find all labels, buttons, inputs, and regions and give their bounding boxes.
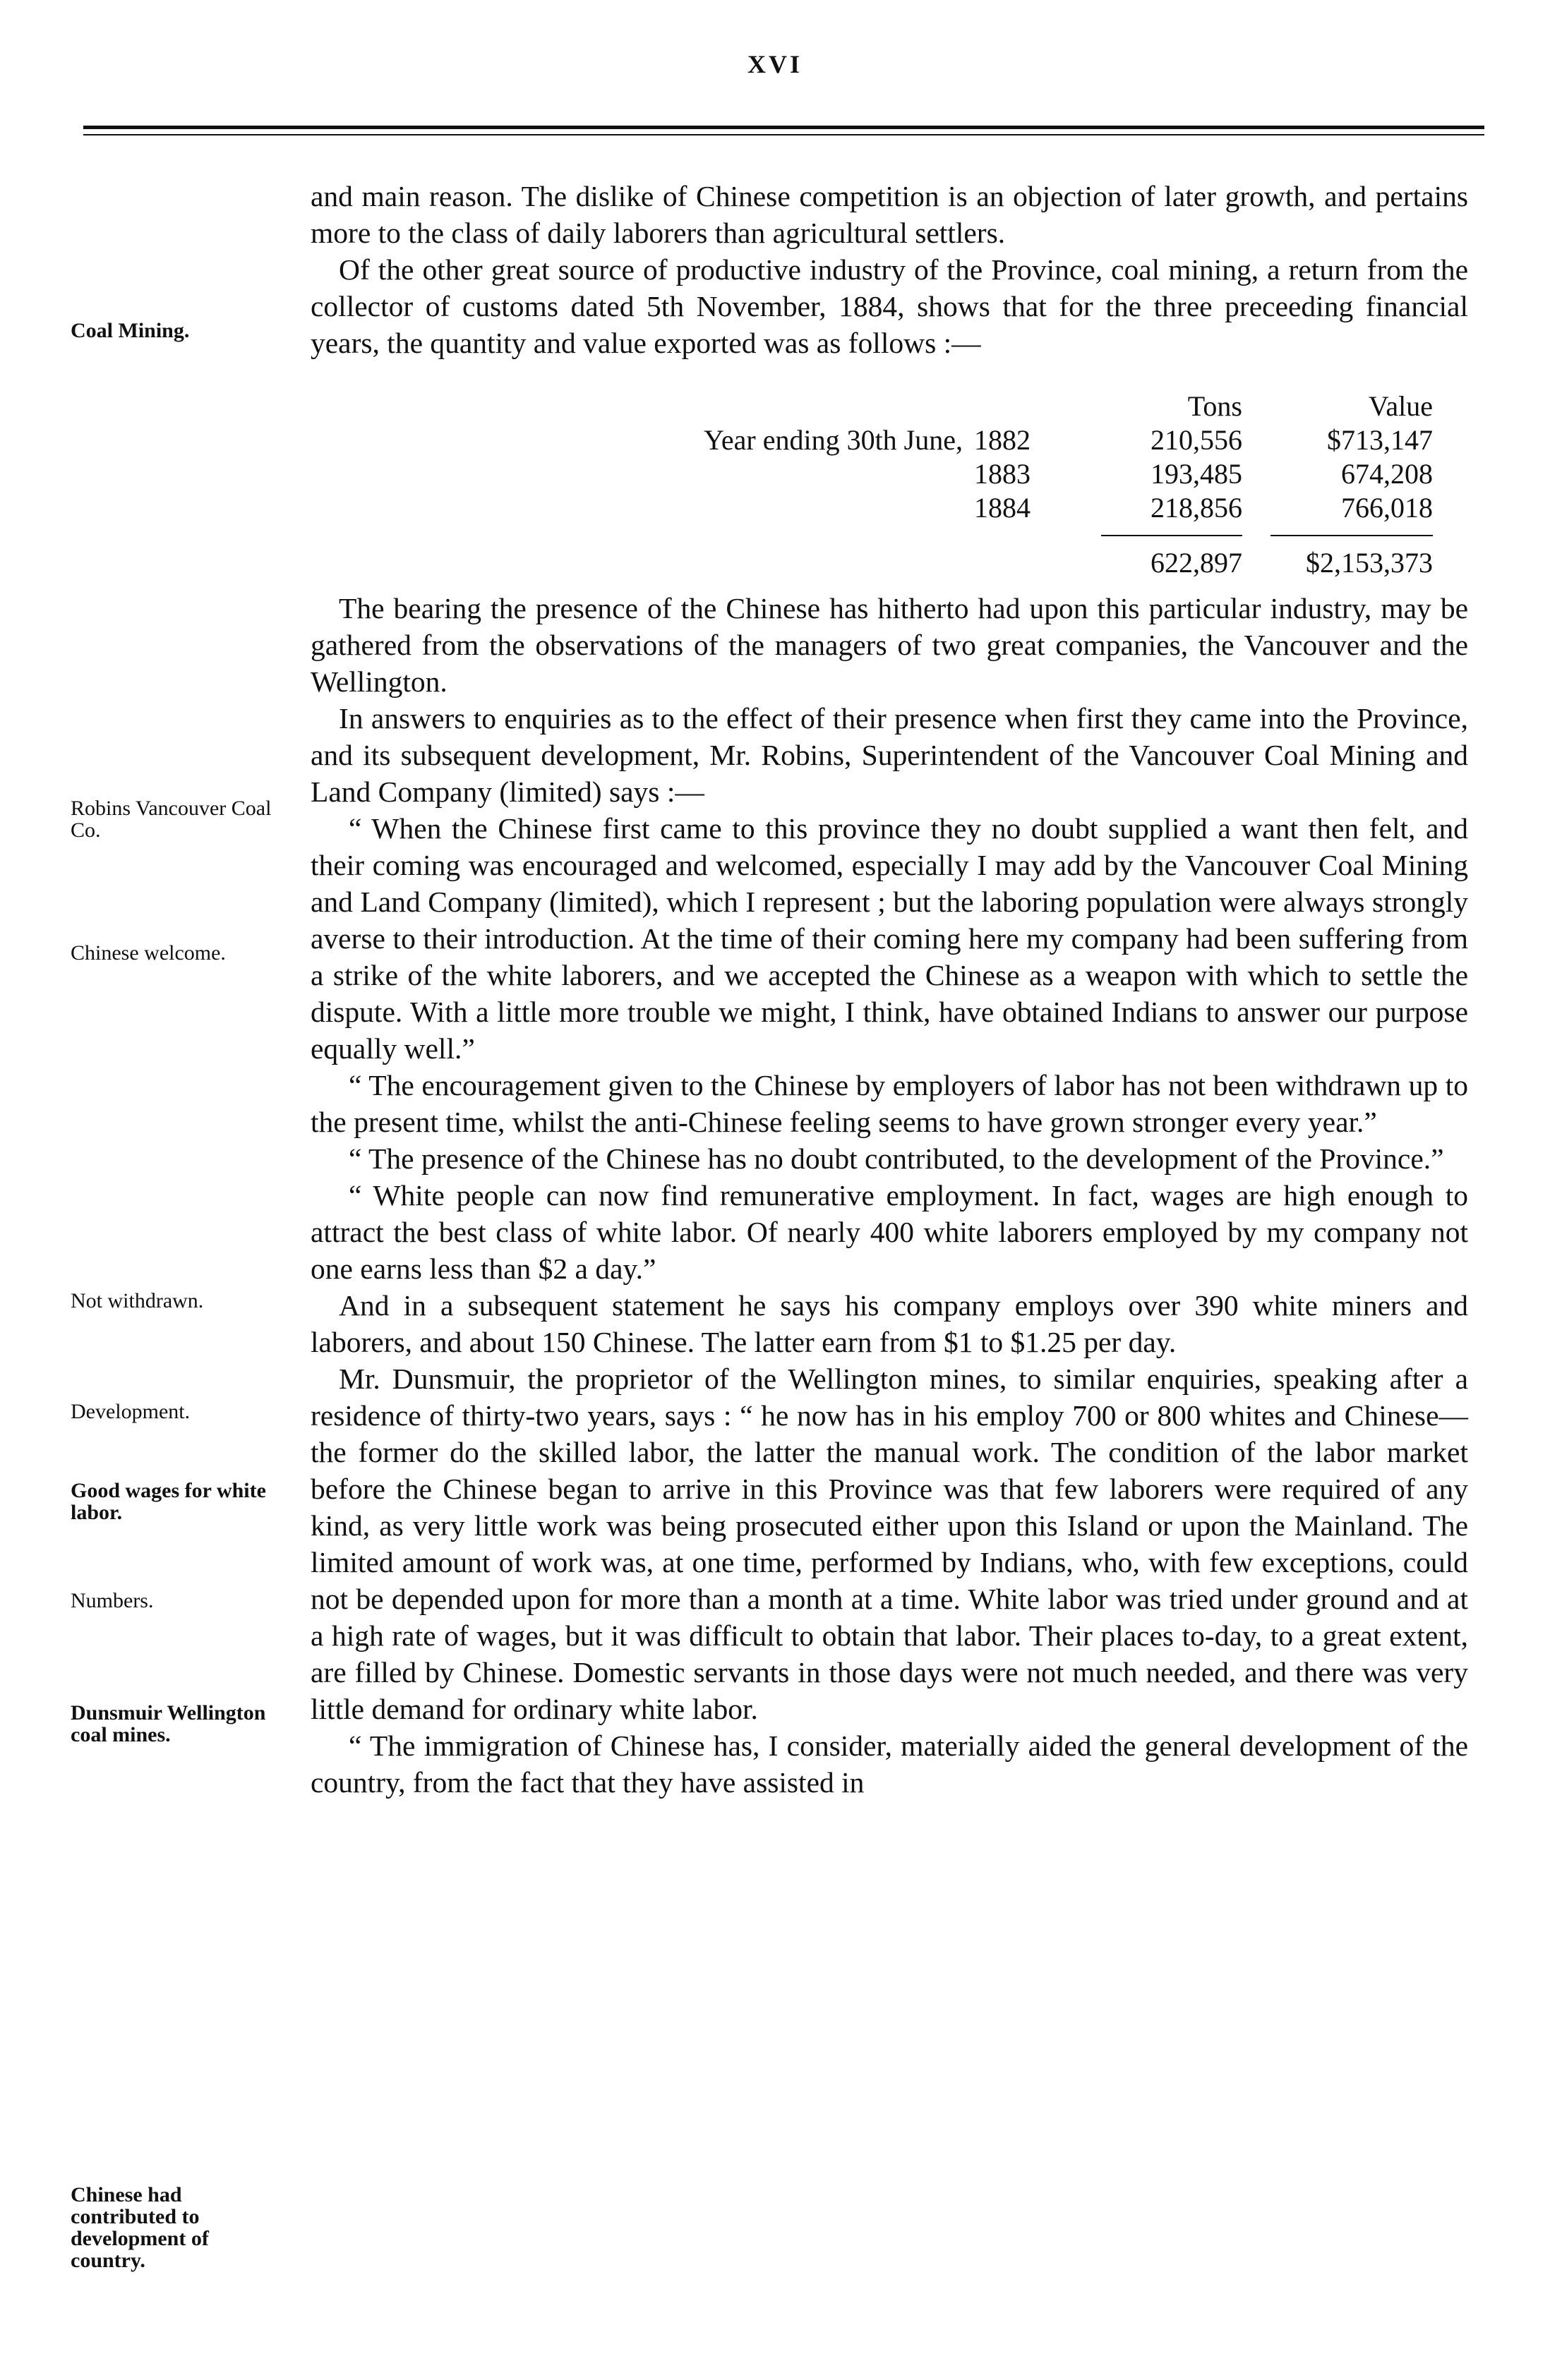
paragraph: In answers to enquiries as to the effect of their presence when first they came into the Province, and its subsequent development, Mr. Robins, Superintendent of the Vancouver Coal Mining and Land Company (limited) says :— [311,702,1468,808]
main-text-column [311,178,1468,1801]
table-row [311,457,1468,491]
tons-cell: 193,485 [1151,458,1242,490]
year-cell: 1882 [974,424,1031,456]
paragraph: and main reason. The dislike of Chinese competition is an objection of later growth, and pertains more to the class of daily laborers than agricultural settlers. [311,180,1468,249]
paragraph: Mr. Dunsmuir, the proprietor of the Wellington mines, to similar enquiries, speaking after a residence of thirty-two years, says : “ he now has in his employ 700 or 800 whites and Chinese—the former do the skilled labor, the latter the manual work. The condition of the labor market before the Chinese began to arrive in this Province was that few laborers were required of any kind, as very little work was being prosecuted either upon this Island or upon the Mainland. The limited amount of work was, at one time, performed by Indians, who, with few exceptions, could not be depended upon for more than a month at a time. White labor was tried under ground and at a high rate of wages, but it was difficult to obtain that labor. Their places to-day, to a great extent, are filled by Chinese. Domestic servants in those days were not much needed, and there was very little demand for ordinary white labor. [311,1363,1468,1725]
tons-cell: 210,556 [1151,424,1242,456]
row-label: Year ending 30th June, [703,424,963,456]
year-cell: 1883 [974,458,1031,490]
total-tons: 622,897 [1151,547,1242,579]
year-cell: 1884 [974,492,1031,524]
table-total-row [311,546,1468,580]
tons-cell: 218,856 [1151,492,1242,524]
margin-note-development: Development. [71,1400,191,1423]
table-header-row [311,389,1468,423]
header-rule-thin [83,134,1484,135]
margin-note-dunsmuir: Dunsmuir Wellington coal mines. [71,1701,266,1746]
margin-note-numbers: Numbers. [71,1589,154,1612]
paragraph: The bearing the presence of the Chinese has hitherto had upon this particular industry, may be gathered from the observations of the managers of two great companies, the Vancouver and the Wellington. [311,592,1468,698]
total-rule [311,531,1468,536]
header-rule-thick [83,126,1484,129]
margin-note-not-withdrawn: Not withdrawn. [71,1289,204,1312]
value-cell: 674,208 [1341,458,1433,490]
column-header-tons: Tons [1187,390,1242,422]
margin-note-coal-mining: Coal Mining. [71,319,190,342]
column-header-value: Value [1368,390,1433,422]
paragraph: “ When the Chinese first came to this province they no doubt supplied a want then felt, and their coming was encouraged and welcomed, especially I may add by the Vancouver Coal Mining and Land Company (limited), which I represent ; but the laboring population were always strongly averse to their introduction. At the time of their coming here my company had been suffering from a strike of the white laborers, and we accepted the Chinese as a weapon with which to settle the dispute. With a little more trouble we might, I think, have obtained Indians to answer our purpose equally well.” [311,812,1468,1065]
paragraph: “ The encouragement given to the Chinese by employers of labor has not been withdrawn up to the present time, whilst the anti-Chinese feeling seems to have grown stronger every year.” [311,1069,1468,1138]
value-cell: 766,018 [1341,492,1433,524]
table-row [311,491,1468,525]
value-cell: $713,147 [1327,424,1433,456]
margin-note-good-wages: Good wages for white labor. [71,1479,266,1524]
paragraph: “ The immigration of Chinese has, I consider, materially aided the general development of the country, from the fact that they have assisted in [311,1729,1468,1799]
page-number: XVI [747,50,803,78]
total-value: $2,153,373 [1306,547,1433,579]
coal-export-table [311,389,1468,580]
paragraph: “ The presence of the Chinese has no doubt contributed, to the development of the Province.” [349,1142,1444,1175]
margin-note-chinese-contributed: Chinese had contributed to development of country. [71,2183,209,2272]
margin-note-chinese-welcome: Chinese welcome. [71,941,226,965]
table-row [311,423,1468,457]
paragraph: Of the other great source of productive industry of the Province, coal mining, a return from the collector of customs dated 5th November, 1884, shows that for the three preceeding financial years, the quantity and value exported was as follows :— [311,253,1468,359]
paragraph: And in a subsequent statement he says his company employs over 390 white miners and laborers, and about 150 Chinese. The latter earn from $1 to $1.25 per day. [311,1289,1468,1358]
paragraph: “ White people can now find remunerative employment. In fact, wages are high enough to attract the best class of white labor. Of nearly 400 white laborers employed by my company not one earns less than $2 a day.” [311,1179,1468,1285]
margin-note-robins: Robins Vancouver Coal Co. [71,797,272,842]
